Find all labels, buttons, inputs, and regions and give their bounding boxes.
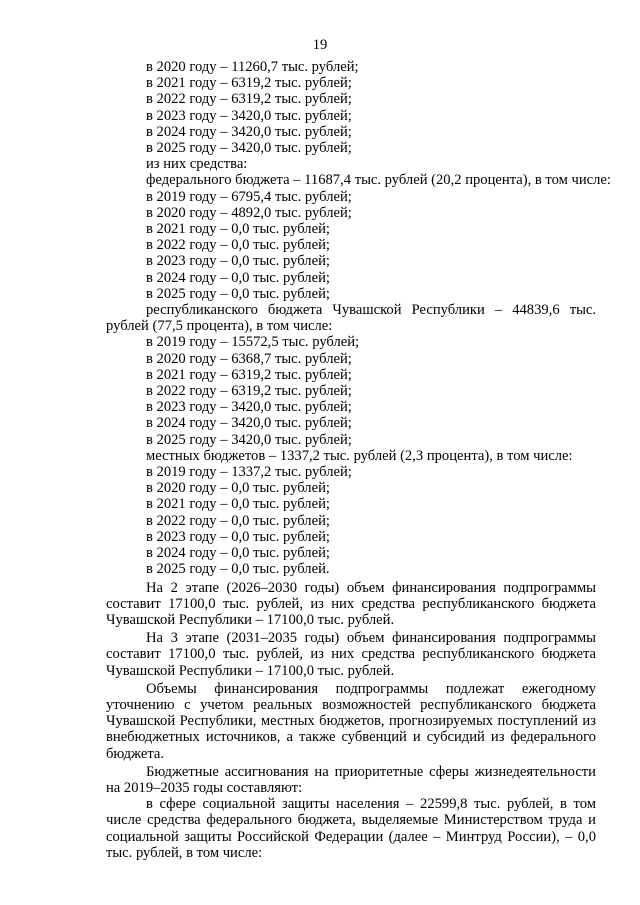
text-line: в 2022 году – 0,0 тыс. рублей; (146, 237, 330, 254)
text-line: в 2021 году – 0,0 тыс. рублей; (146, 496, 330, 513)
paragraph-stage-3: На 3 этапе (2031–2035 годы) объем финансирования подпрограммы составит 17100,0 тыс. рублей, из них средства республиканского бюджета Чувашской Республики – 17100,0 тыс. рублей. (106, 630, 596, 679)
text-line: в 2025 году – 3420,0 тыс. рублей; (146, 431, 352, 448)
text-line: в 2025 году – 3420,0 тыс. рублей; (146, 140, 352, 157)
text-line: в 2024 году – 0,0 тыс. рублей; (146, 545, 330, 562)
paragraph-republic-budget: республиканского бюджета Чувашской Республики – 44839,6 тыс. рублей (77,5 процента), в том числе: (106, 302, 596, 335)
text-line: в 2019 году – 1337,2 тыс. рублей; (146, 464, 352, 481)
text-line: местных бюджетов – 1337,2 тыс. рублей (2,3 процента), в том числе: (146, 447, 573, 464)
text-line: в 2025 году – 0,0 тыс. рублей; (146, 285, 330, 302)
paragraph-social-protection: в сфере социальной защиты населения – 22599,8 тыс. рублей, в том числе средства федерального бюджета, выделяемые Министерством труда и социальной защиты Российской Федерации (далее – Минтруд России), – 0,0 тыс. рублей, в том числе: (106, 796, 596, 861)
text-line: в 2021 году – 6319,2 тыс. рублей; (146, 75, 352, 92)
paragraph-stage-2: На 2 этапе (2026–2030 годы) объем финансирования подпрограммы составит 17100,0 тыс. рублей, из них средства республиканского бюджета Чувашской Республики – 17100,0 тыс. рублей. (106, 579, 596, 628)
text-line: из них средства: (146, 156, 248, 173)
text-line: в 2020 году – 0,0 тыс. рублей; (146, 480, 330, 497)
text-line: в 2021 году – 6319,2 тыс. рублей; (146, 366, 352, 383)
text-line: в 2022 году – 6319,2 тыс. рублей; (146, 383, 352, 400)
text-line: в 2020 году – 4892,0 тыс. рублей; (146, 204, 352, 221)
page-number: 19 (312, 37, 328, 53)
text-line: в 2023 году – 0,0 тыс. рублей; (146, 253, 330, 270)
text-line: в 2022 году – 0,0 тыс. рублей; (146, 512, 330, 529)
text-line: в 2020 году – 6368,7 тыс. рублей; (146, 350, 352, 367)
text-line: в 2023 году – 3420,0 тыс. рублей; (146, 107, 352, 124)
text-line: в 2021 году – 0,0 тыс. рублей; (146, 221, 330, 238)
text-line: в 2024 году – 3420,0 тыс. рублей; (146, 123, 352, 140)
paragraph-financing-volumes: Объемы финансирования подпрограммы подлежат ежегодному уточнению с учетом реальных возможностей республиканского бюджета Чувашской Республики, местных бюджетов, прогнозируемых поступлений из внебюджетных источников, а также субвенций и субсидий из федерального бюджета. (106, 680, 596, 762)
text-line: в 2024 году – 0,0 тыс. рублей; (146, 269, 330, 286)
text-line: в 2023 году – 3420,0 тыс. рублей; (146, 399, 352, 416)
text-line: в 2025 году – 0,0 тыс. рублей. (146, 561, 330, 578)
document-body (106, 59, 611, 861)
text-line: в 2022 году – 6319,2 тыс. рублей; (146, 91, 352, 108)
text-line: в 2019 году – 6795,4 тыс. рублей; (146, 188, 352, 205)
text-line: в 2020 году – 11260,7 тыс. рублей; (146, 59, 359, 75)
text-line: в 2023 году – 0,0 тыс. рублей; (146, 528, 330, 545)
text-line: в 2024 году – 3420,0 тыс. рублей; (146, 415, 352, 432)
paragraph-budget-allocations: Бюджетные ассигнования на приоритетные сферы жизнедеятельности на 2019–2035 годы составляют: (106, 763, 596, 796)
text-line: федерального бюджета – 11687,4 тыс. рублей (20,2 процента), в том числе: (146, 172, 611, 189)
text-line: в 2019 году – 15572,5 тыс. рублей; (146, 334, 360, 351)
